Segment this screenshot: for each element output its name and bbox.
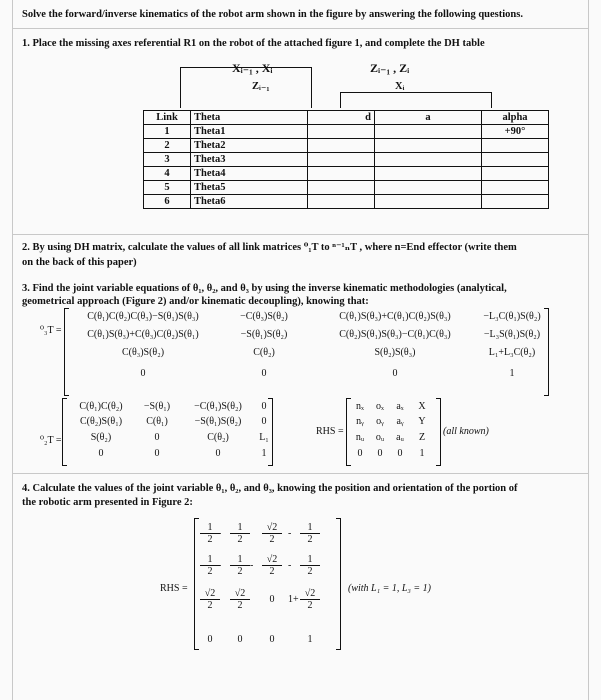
matrix-cell: 0 <box>269 594 275 605</box>
matrix-cell: aᵧ <box>396 416 404 427</box>
cell: +90° <box>482 125 549 139</box>
question-3: 3. Find the joint variable equations of θ₁, θ₂, and θ₃ by using the inverse kinematic methodologies (analytical, <box>22 283 507 294</box>
matrix-cell: 1 2 <box>200 554 220 577</box>
col-link: Link <box>144 111 191 125</box>
matrix-cell: −S(θ₁)S(θ₂) <box>240 329 288 340</box>
matrix-cell: aₓ <box>396 401 404 412</box>
cell <box>375 181 482 195</box>
bracket-right <box>544 308 549 396</box>
cell <box>482 139 549 153</box>
matrix-cell: C(θ₃)S(θ₂) <box>121 347 165 358</box>
matrix-cell: 0 <box>98 448 104 459</box>
cell: Theta5 <box>191 181 308 195</box>
rule-line <box>588 0 589 700</box>
matrix-label-t02: ⁰₂T = <box>40 435 62 446</box>
matrix-cell: 1 <box>307 634 313 645</box>
matrix-cell: C(θ₁) <box>146 416 168 427</box>
matrix-cell: −C(θ₁)S(θ₂) <box>194 401 242 412</box>
bracket-left <box>180 67 312 108</box>
cell <box>308 153 375 167</box>
matrix-cell: oᵤ <box>375 432 385 443</box>
matrix-cell: C(θ₁)S(θ₃)+C(θ₃)C(θ₂)S(θ₁) <box>87 329 199 340</box>
matrix-cell: Y <box>418 416 426 427</box>
cell: Theta1 <box>191 125 308 139</box>
matrix-cell: 0 <box>377 448 383 459</box>
question-2: 2. By using DH matrix, calculate the values of all link matrices ⁰₁T to ⁿ⁻¹ₙT , where n=End effector (write them <box>22 242 517 253</box>
question-2b: on the back of this paper) <box>22 257 137 268</box>
bracket-right <box>336 518 341 650</box>
rhs-label: RHS = <box>316 426 344 437</box>
matrix-cell: C(θ₂)S(θ₁) <box>79 416 123 427</box>
rule-line <box>12 473 589 474</box>
cell <box>308 167 375 181</box>
matrix-cell: C(θ₁)S(θ₃)+C(θ₁)C(θ₂)S(θ₃) <box>339 311 451 322</box>
matrix-cell: 0 <box>207 634 213 645</box>
matrix-cell: nᵤ <box>355 432 365 443</box>
table-row <box>144 125 549 139</box>
matrix-cell: - 1 2 <box>300 554 320 577</box>
bracket-right <box>340 92 492 108</box>
cell: Theta3 <box>191 153 308 167</box>
matrix-cell: 0 <box>261 368 267 379</box>
table-row <box>144 181 549 195</box>
table-row <box>144 139 549 153</box>
matrix-cell: 1 2 <box>200 522 220 545</box>
matrix-cell: L₁ <box>259 432 269 443</box>
cell <box>308 181 375 195</box>
rule-line <box>12 28 589 29</box>
matrix-cell: C(θ₂) <box>207 432 229 443</box>
matrix-cell: 0 <box>154 448 160 459</box>
cell: 4 <box>144 167 191 181</box>
cell <box>308 125 375 139</box>
cell <box>375 195 482 209</box>
dh-table <box>143 110 549 209</box>
cell <box>482 181 549 195</box>
matrix-cell: - 1 2 <box>230 522 250 545</box>
cell <box>482 195 549 209</box>
matrix-cell: L₁+L₃C(θ₂) <box>488 347 536 358</box>
cell: 5 <box>144 181 191 195</box>
cell: 1 <box>144 125 191 139</box>
cell: Theta6 <box>191 195 308 209</box>
matrix-cell: √2 2 <box>230 588 250 611</box>
matrix-cell: C(θ₂) <box>253 347 275 358</box>
matrix-cell: 0 <box>261 416 267 427</box>
matrix-cell: Z <box>418 432 426 443</box>
matrix-cell: −L₃C(θ₁)S(θ₂) <box>483 311 541 322</box>
bracket-left <box>194 518 199 650</box>
label-xi: Xᵢ <box>395 81 405 92</box>
rhs-note: (all known) <box>443 426 489 437</box>
matrix-cell: 1 <box>261 448 267 459</box>
matrix-cell: √2 2 <box>200 588 220 611</box>
cell: 2 <box>144 139 191 153</box>
bracket-left <box>346 398 351 466</box>
matrix-cell: 0 <box>237 634 243 645</box>
matrix-cell: −L₃S(θ₁)S(θ₂) <box>483 329 541 340</box>
matrix-cell: X <box>418 401 426 412</box>
cell: 3 <box>144 153 191 167</box>
matrix-cell: - √2 2 <box>262 554 282 577</box>
matrix-cell: C(θ₁)C(θ₂) <box>79 401 123 412</box>
cell <box>375 139 482 153</box>
col-alpha: alpha <box>482 111 549 125</box>
matrix-cell: - 1 2 <box>300 522 320 545</box>
matrix-cell: C(θ₂)S(θ₁)S(θ₃)−C(θ₁)C(θ₃) <box>339 329 451 340</box>
matrix-cell: 0 <box>140 368 146 379</box>
matrix-cell: 0 <box>215 448 221 459</box>
matrix-cell: 0 <box>357 448 363 459</box>
header-text: Solve the forward/inverse kinematics of the robot arm shown in the figure by answering the following questions. <box>22 9 523 20</box>
label-z-prev: Zᵢ₋₁ <box>252 81 270 92</box>
rule-line <box>12 0 13 700</box>
question-4b: the robotic arm presented in Figure 2: <box>22 497 193 508</box>
matrix-cell: 1+ √2 2 <box>300 588 320 611</box>
cell <box>482 153 549 167</box>
matrix-cell: S(θ₂)S(θ₃) <box>374 347 416 358</box>
question-1: 1. Place the missing axes referential R1 on the robot of the attached figure 1, and complete the DH table <box>22 38 485 49</box>
matrix-cell: 0 <box>269 634 275 645</box>
cell <box>308 139 375 153</box>
matrix-cell: −C(θ₃)S(θ₂) <box>240 311 288 322</box>
matrix-cell: nₓ <box>356 401 364 412</box>
matrix-cell: 1 <box>509 368 515 379</box>
cell: Theta4 <box>191 167 308 181</box>
label-x: Xᵢ₋₁ , Xᵢ <box>232 61 273 75</box>
cell <box>375 153 482 167</box>
table-row <box>144 153 549 167</box>
matrix-cell: S(θ₂) <box>90 432 112 443</box>
label-zz: Zᵢ₋₁ , Zᵢ <box>370 61 410 75</box>
table-row <box>144 167 549 181</box>
matrix-cell: √2 2 <box>262 522 282 545</box>
cell: Theta2 <box>191 139 308 153</box>
question-3b: geometrical approach (Figure 2) and/or kinematic decoupling), knowing that: <box>22 296 369 307</box>
table-header-row <box>144 111 549 125</box>
matrix-cell: −S(θ₁) <box>143 401 171 412</box>
rhs-label-2: RHS = <box>160 583 188 594</box>
matrix-cell: C(θ₁)C(θ₂)C(θ₃)−S(θ₁)S(θ₃) <box>87 311 199 322</box>
matrix-cell: 1 <box>419 448 425 459</box>
matrix-cell: nᵧ <box>356 416 364 427</box>
cell <box>308 195 375 209</box>
cell <box>375 125 482 139</box>
col-d: d <box>308 111 375 125</box>
matrix-label-t03: ⁰₃T = <box>40 325 62 336</box>
matrix-cell: 0 <box>154 432 160 443</box>
matrix-cell: −S(θ₁)S(θ₂) <box>194 416 242 427</box>
question-4: 4. Calculate the values of the joint variable θ₁, θ₂, and θ₃, knowing the position and orientation of the portion of <box>22 483 518 494</box>
matrix-cell: oₓ <box>376 401 384 412</box>
col-a: a <box>375 111 482 125</box>
rhs-note-2: (with L₁ = 1, L₃ = 1) <box>348 583 431 594</box>
matrix-cell: 0 <box>392 368 398 379</box>
rule-line <box>12 234 589 235</box>
cell <box>375 167 482 181</box>
col-theta: Theta <box>191 111 308 125</box>
matrix-cell: oᵧ <box>376 416 384 427</box>
table-row <box>144 195 549 209</box>
bracket-right <box>436 398 441 466</box>
matrix-cell: aᵤ <box>396 432 404 443</box>
matrix-cell: 0 <box>397 448 403 459</box>
cell <box>482 167 549 181</box>
matrix-cell: 0 <box>261 401 267 412</box>
matrix-cell: - 1 2 <box>230 554 250 577</box>
cell: 6 <box>144 195 191 209</box>
